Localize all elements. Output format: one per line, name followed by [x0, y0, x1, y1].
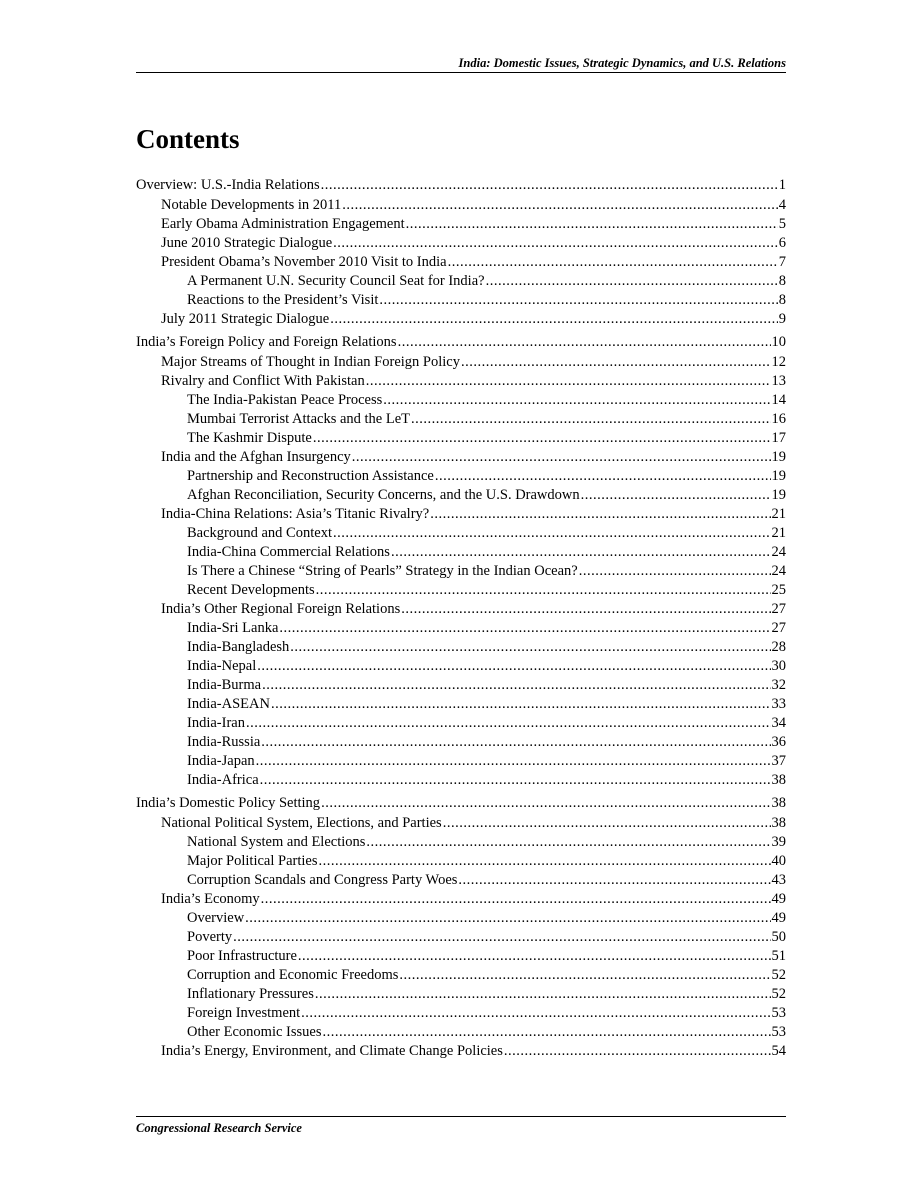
toc-dot-leader: [256, 752, 771, 771]
toc-dot-leader: [245, 909, 770, 928]
toc-dot-leader: [315, 985, 771, 1004]
toc-dot-leader: [383, 391, 770, 410]
toc-entry-label: Notable Developments in 2011: [161, 197, 342, 213]
toc-entry-page-number: 21: [771, 506, 786, 522]
toc-dot-leader: [313, 429, 771, 448]
toc-entry-page-number: 6: [778, 235, 786, 251]
toc-entry-label: Afghan Reconciliation, Security Concerns, and the U.S. Drawdown: [187, 487, 580, 503]
toc-dot-leader: [448, 253, 778, 272]
page-title: Contents: [136, 124, 240, 154]
toc-dot-leader: [379, 291, 777, 310]
toc-entry[interactable]: [136, 391, 786, 410]
toc-entry-label: The India-Pakistan Peace Process: [187, 392, 383, 408]
toc-entry[interactable]: [136, 714, 786, 733]
toc-dot-leader: [458, 871, 770, 890]
toc-entry[interactable]: [136, 833, 786, 852]
toc-entry-label: India-ASEAN: [187, 696, 270, 712]
toc-dot-leader: [321, 176, 778, 195]
toc-entry-page-number: 39: [771, 834, 786, 850]
toc-entry-page-number: 27: [771, 620, 786, 636]
toc-entry-page-number: 17: [771, 430, 786, 446]
toc-entry[interactable]: [136, 581, 786, 600]
toc-entry-label: Other Economic Issues: [187, 1024, 322, 1040]
toc-entry-page-number: 38: [771, 815, 786, 831]
toc-entry[interactable]: [136, 852, 786, 871]
toc-dot-leader: [399, 966, 770, 985]
toc-entry[interactable]: [136, 657, 786, 676]
toc-entry[interactable]: [136, 272, 786, 291]
toc-entry-page-number: 30: [771, 658, 786, 674]
toc-entry-page-number: 38: [771, 795, 786, 811]
toc-dot-leader: [271, 695, 771, 714]
toc-entry-page-number: 34: [771, 715, 786, 731]
toc-entry-label: Overview: [187, 910, 245, 926]
toc-dot-leader: [330, 310, 778, 329]
toc-dot-leader: [261, 890, 771, 909]
toc-dot-leader: [366, 833, 770, 852]
toc-entry[interactable]: [136, 966, 786, 985]
toc-entry-label: Is There a Chinese “String of Pearls” Strategy in the Indian Ocean?: [187, 563, 578, 579]
toc-entry-page-number: 8: [778, 273, 786, 289]
toc-entry-label: National System and Elections: [187, 834, 366, 850]
toc-entry[interactable]: [136, 619, 786, 638]
toc-entry-page-number: 50: [771, 929, 786, 945]
toc-dot-leader: [298, 947, 771, 966]
toc-entry[interactable]: [136, 467, 786, 486]
toc-entry-page-number: 28: [771, 639, 786, 655]
toc-entry-page-number: 9: [778, 311, 786, 327]
toc-dot-leader: [316, 581, 771, 600]
toc-entry-label: India-China Relations: Asia’s Titanic Rivalry?: [161, 506, 430, 522]
toc-entry[interactable]: [136, 985, 786, 1004]
toc-entry-page-number: 19: [771, 449, 786, 465]
toc-entry[interactable]: [136, 410, 786, 429]
toc-entry-page-number: 7: [778, 254, 786, 270]
toc-dot-leader: [260, 771, 771, 790]
toc-dot-leader: [435, 467, 771, 486]
toc-dot-leader: [321, 794, 770, 813]
toc-entry-label: July 2011 Strategic Dialogue: [161, 311, 330, 327]
toc-dot-leader: [411, 410, 770, 429]
toc-dot-leader: [504, 1042, 771, 1061]
toc-entry[interactable]: [136, 1004, 786, 1023]
toc-dot-leader: [333, 234, 778, 253]
toc-entry[interactable]: [136, 600, 786, 619]
toc-entry[interactable]: [136, 771, 786, 790]
toc-entry[interactable]: [136, 543, 786, 562]
toc-entry[interactable]: [136, 890, 786, 909]
toc-entry-page-number: 52: [771, 967, 786, 983]
toc-entry[interactable]: [136, 353, 786, 372]
toc-entry[interactable]: [136, 676, 786, 695]
toc-entry[interactable]: [136, 928, 786, 947]
toc-entry-label: India’s Foreign Policy and Foreign Relations: [136, 334, 397, 350]
toc-entry[interactable]: [136, 524, 786, 543]
toc-entry-page-number: 36: [771, 734, 786, 750]
toc-entry-page-number: 4: [778, 197, 786, 213]
toc-entry-page-number: 32: [771, 677, 786, 693]
toc-entry-page-number: 52: [771, 986, 786, 1002]
toc-dot-leader: [290, 638, 770, 657]
toc-entry-label: Inflationary Pressures: [187, 986, 314, 1002]
toc-entry-label: India-Russia: [187, 734, 261, 750]
toc-entry[interactable]: [136, 794, 786, 813]
toc-dot-leader: [246, 714, 771, 733]
toc-entry-label: Poor Infrastructure: [187, 948, 297, 964]
toc-entry-page-number: 16: [771, 411, 786, 427]
toc-entry[interactable]: [136, 253, 786, 272]
toc-entry-label: A Permanent U.N. Security Council Seat for India?: [187, 273, 485, 289]
toc-entry[interactable]: [136, 310, 786, 329]
toc-entry-label: Reactions to the President’s Visit: [187, 292, 379, 308]
header-rule: [136, 72, 786, 73]
footer-text: Congressional Research Service: [136, 1121, 302, 1135]
toc-entry-page-number: 10: [771, 334, 786, 350]
toc-entry-label: Corruption and Economic Freedoms: [187, 967, 399, 983]
toc-entry-label: India-Bangladesh: [187, 639, 290, 655]
toc-entry-label: India’s Domestic Policy Setting: [136, 795, 321, 811]
toc-entry[interactable]: [136, 448, 786, 467]
toc-dot-leader: [366, 372, 771, 391]
toc-entry-label: India-Burma: [187, 677, 262, 693]
toc-entry-page-number: 24: [771, 563, 786, 579]
toc-entry[interactable]: [136, 752, 786, 771]
toc-dot-leader: [581, 486, 771, 505]
toc-dot-leader: [257, 657, 770, 676]
toc-dot-leader: [233, 928, 770, 947]
toc-entry-label: India’s Other Regional Foreign Relations: [161, 601, 401, 617]
toc-entry[interactable]: [136, 733, 786, 752]
toc-entry-page-number: 49: [771, 910, 786, 926]
toc-entry-page-number: 53: [771, 1005, 786, 1021]
toc-entry-label: Mumbai Terrorist Attacks and the LeT: [187, 411, 411, 427]
toc-entry-page-number: 51: [771, 948, 786, 964]
toc-dot-leader: [430, 505, 770, 524]
toc-entry[interactable]: [136, 176, 786, 195]
toc-entry-label: Early Obama Administration Engagement: [161, 216, 405, 232]
toc-entry-label: India’s Economy: [161, 891, 260, 907]
toc-entry-page-number: 24: [771, 544, 786, 560]
table-of-contents: [136, 176, 786, 1061]
toc-dot-leader: [261, 733, 770, 752]
toc-dot-leader: [301, 1004, 770, 1023]
toc-dot-leader: [461, 353, 771, 372]
toc-entry-label: Major Political Parties: [187, 853, 318, 869]
toc-entry[interactable]: [136, 638, 786, 657]
toc-dot-leader: [342, 196, 777, 215]
toc-entry-label: Background and Context: [187, 525, 332, 541]
toc-entry[interactable]: [136, 333, 786, 352]
toc-entry-label: India-Japan: [187, 753, 255, 769]
toc-entry[interactable]: [136, 695, 786, 714]
toc-entry-page-number: 5: [778, 216, 786, 232]
toc-entry-page-number: 49: [771, 891, 786, 907]
toc-entry-page-number: 37: [771, 753, 786, 769]
toc-entry-page-number: 38: [771, 772, 786, 788]
toc-entry[interactable]: [136, 1042, 786, 1061]
toc-entry-page-number: 53: [771, 1024, 786, 1040]
toc-entry[interactable]: [136, 429, 786, 448]
toc-entry-label: June 2010 Strategic Dialogue: [161, 235, 333, 251]
toc-entry[interactable]: [136, 486, 786, 505]
toc-dot-leader: [333, 524, 771, 543]
toc-entry-label: India-Nepal: [187, 658, 257, 674]
toc-entry-page-number: 21: [771, 525, 786, 541]
toc-entry-label: Recent Developments: [187, 582, 315, 598]
toc-entry-page-number: 19: [771, 487, 786, 503]
toc-entry-label: India and the Afghan Insurgency: [161, 449, 351, 465]
toc-dot-leader: [352, 448, 771, 467]
toc-dot-leader: [486, 272, 778, 291]
toc-dot-leader: [323, 1023, 771, 1042]
toc-entry-page-number: 33: [771, 696, 786, 712]
toc-dot-leader: [391, 543, 771, 562]
toc-entry-page-number: 54: [771, 1043, 786, 1059]
toc-entry[interactable]: [136, 196, 786, 215]
toc-entry-label: National Political System, Elections, and Parties: [161, 815, 442, 831]
toc-entry-label: Poverty: [187, 929, 233, 945]
toc-entry-label: India-China Commercial Relations: [187, 544, 390, 560]
toc-entry[interactable]: [136, 871, 786, 890]
toc-dot-leader: [279, 619, 770, 638]
toc-entry-page-number: 14: [771, 392, 786, 408]
toc-entry[interactable]: [136, 947, 786, 966]
toc-entry-page-number: 25: [771, 582, 786, 598]
toc-entry-page-number: 27: [771, 601, 786, 617]
toc-entry-label: Rivalry and Conflict With Pakistan: [161, 373, 365, 389]
toc-entry-label: Overview: U.S.-India Relations: [136, 177, 320, 193]
toc-entry-label: India-Africa: [187, 772, 259, 788]
toc-entry-page-number: 43: [771, 872, 786, 888]
toc-dot-leader: [406, 215, 778, 234]
toc-entry-page-number: 40: [771, 853, 786, 869]
toc-entry[interactable]: [136, 372, 786, 391]
toc-entry-label: India-Iran: [187, 715, 245, 731]
toc-entry-label: Major Streams of Thought in Indian Foreign Policy: [161, 354, 460, 370]
toc-entry[interactable]: [136, 291, 786, 310]
toc-dot-leader: [398, 333, 771, 352]
toc-entry[interactable]: [136, 562, 786, 581]
toc-entry[interactable]: [136, 234, 786, 253]
toc-entry-label: The Kashmir Dispute: [187, 430, 312, 446]
toc-entry-label: Corruption Scandals and Congress Party Woes: [187, 872, 458, 888]
toc-entry-page-number: 13: [771, 373, 786, 389]
toc-dot-leader: [443, 814, 771, 833]
toc-entry-label: President Obama’s November 2010 Visit to India: [161, 254, 447, 270]
footer-rule: [136, 1116, 786, 1117]
toc-entry-label: India-Sri Lanka: [187, 620, 279, 636]
toc-entry[interactable]: [136, 215, 786, 234]
running-header: India: Domestic Issues, Strategic Dynamics, and U.S. Relations: [458, 56, 786, 70]
toc-entry-page-number: 1: [778, 177, 786, 193]
toc-dot-leader: [262, 676, 770, 695]
toc-entry-page-number: 12: [771, 354, 786, 370]
toc-entry-label: India’s Energy, Environment, and Climate Change Policies: [161, 1043, 503, 1059]
toc-dot-leader: [579, 562, 771, 581]
toc-entry-label: Foreign Investment: [187, 1005, 301, 1021]
toc-entry-page-number: 8: [778, 292, 786, 308]
toc-dot-leader: [318, 852, 770, 871]
toc-entry-label: Partnership and Reconstruction Assistance: [187, 468, 434, 484]
toc-entry[interactable]: [136, 909, 786, 928]
toc-entry-page-number: 19: [771, 468, 786, 484]
toc-dot-leader: [401, 600, 770, 619]
toc-entry[interactable]: [136, 1023, 786, 1042]
toc-entry[interactable]: [136, 505, 786, 524]
toc-entry[interactable]: [136, 814, 786, 833]
